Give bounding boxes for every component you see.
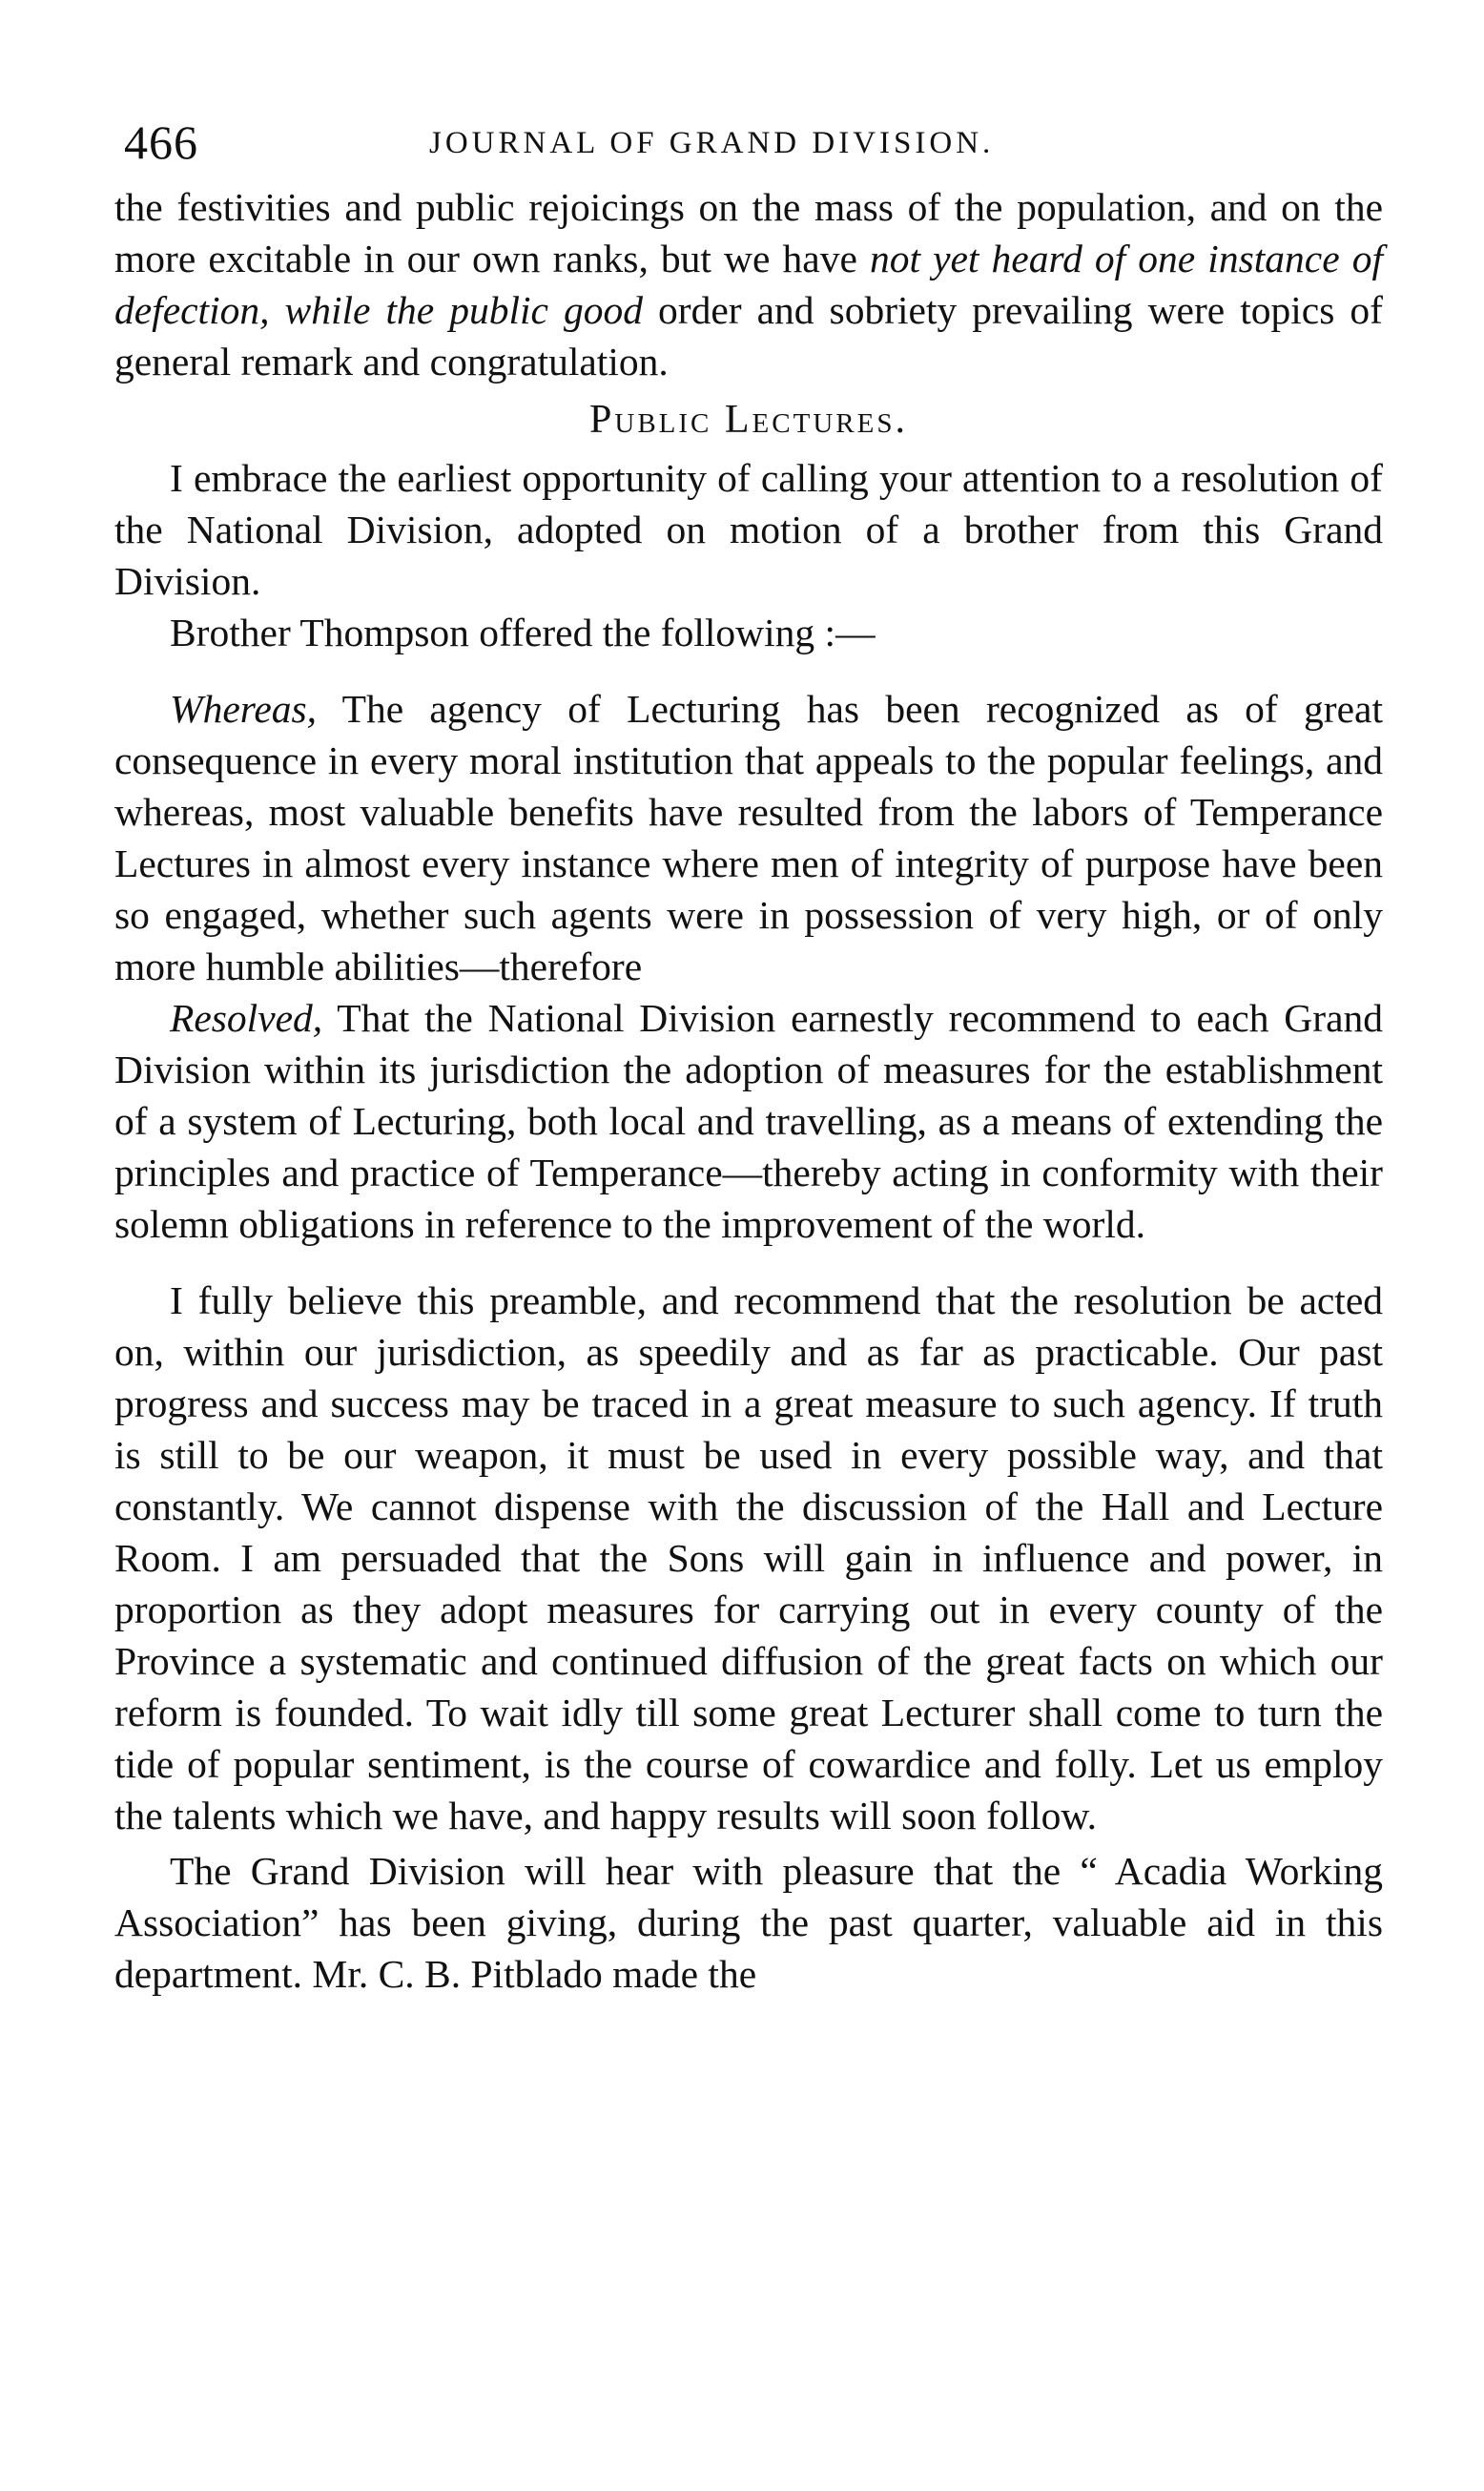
paragraph: Brother Thompson offered the following :— xyxy=(170,611,876,654)
paragraph: The Grand Division will hear with pleasure that the “ Acadia Working Association” has been giving, during the past quarter, valuable aid in this department. Mr. C. B. Pitblado made the xyxy=(114,1849,1383,1996)
emphasis-text: not yet heard of one instance of defection, while the public good xyxy=(114,237,1383,332)
paragraph: I fully believe this preamble, and recommend that the resolution be acted on, within our jurisdiction, as speedily and as far as practicable. Our past progress and success may be traced in a great measure to such agency. If truth is still to be our weapon, it must be used in every possible way, and that constantly. We cannot dispense with the discussion of the Hall and Lecture Room. I am persuaded that the Sons will gain in influence and power, in proportion as they adopt measures for carrying out in every county of the Province a systematic and continued diffusion of the great facts on which our reform is founded. To wait idly till some great Lecturer shall come to turn the tide of popular sentiment, is the course of cowardice and folly. Let us employ the talents which we have, and happy results will soon follow. xyxy=(114,1278,1383,1837)
running-title: JOURNAL OF GRAND DIVISION. xyxy=(429,126,995,160)
page-number: 466 xyxy=(124,115,198,169)
paragraph-text: the festivities and public rejoicings on the mass of the population, and on the more excitable in our own ranks, but we have xyxy=(114,185,1383,280)
clause-lead: Whereas, xyxy=(170,687,318,731)
page-header xyxy=(114,105,1383,181)
paragraph-continuation xyxy=(114,181,1383,387)
section-heading: Public Lectures. xyxy=(589,398,908,442)
paragraph: I embrace the earliest opportunity of calling your attention to a resolution of the National Division, adopted on motion of a brother from this Grand Division. xyxy=(114,456,1383,603)
clause-text: That the National Division earnestly recommend to each Grand Division within its jurisdiction the adoption of measures for the establishment of a system of Lecturing, both local and travelling, as a means of extending the principles and practice of Temperance—thereby acting in conformity with their solemn obligations in reference to the improvement of the world. xyxy=(114,996,1383,1246)
document-body xyxy=(114,181,1383,2000)
whereas-clause xyxy=(114,683,1383,992)
resolved-clause xyxy=(114,992,1383,1250)
paragraph-text: order and sobriety prevailing were topics of general remark and congratulation. xyxy=(114,288,1383,384)
document-page xyxy=(114,105,1383,2000)
clause-text: The agency of Lecturing has been recognized as of great consequence in every moral institution that appeals to the popular feelings, and whereas, most valuable benefits have resulted from the labors of Temperance Lectures in almost every instance where men of integrity of purpose have been so engaged, whether such agents were in possession of very high, or of only more humble abilities—therefore xyxy=(114,687,1383,988)
clause-lead: Resolved, xyxy=(170,996,323,1040)
